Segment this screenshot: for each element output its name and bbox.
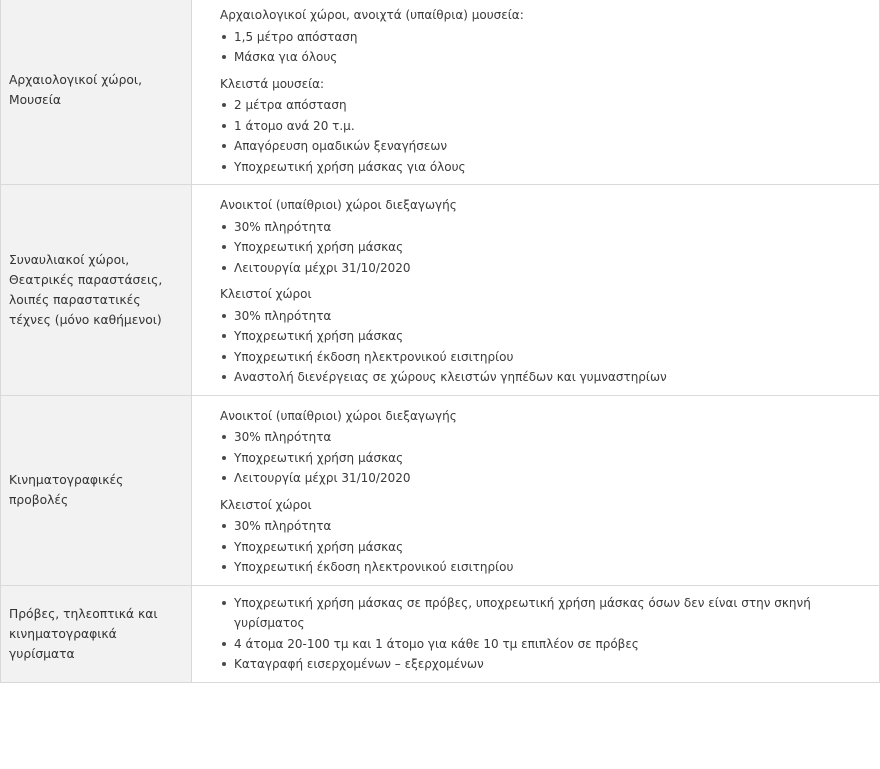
- group-title: Αρχαιολογικοί χώροι, ανοιχτά (υπαίθρια) μουσεία:: [220, 8, 524, 22]
- table-row: [1, 0, 880, 185]
- row-label: Αρχαιολογικοί χώροι, Μουσεία: [1, 0, 192, 185]
- list-item: Απαγόρευση ομαδικών ξεναγήσεων: [220, 136, 869, 157]
- group-title: Ανοικτοί (υπαίθριοι) χώροι διεξαγωγής: [220, 198, 457, 212]
- measure-list: [220, 95, 869, 177]
- row-content: [192, 185, 880, 396]
- table-row: [1, 585, 880, 682]
- measure-group: [220, 195, 869, 278]
- measure-group: [220, 593, 869, 675]
- list-item: Λειτουργία μέχρι 31/10/2020: [220, 468, 869, 489]
- measure-group: [220, 5, 869, 68]
- row-label: Πρόβες, τηλεοπτικά και κινηματογραφικά γυρίσματα: [1, 585, 192, 682]
- measure-group: [220, 495, 869, 578]
- measure-group: [220, 406, 869, 489]
- row-label: Κινηματογραφικές προβολές: [1, 395, 192, 585]
- list-item: Υποχρεωτική χρήση μάσκας: [220, 537, 869, 558]
- list-item: 1 άτομο ανά 20 τ.μ.: [220, 116, 869, 137]
- measure-list: [220, 27, 869, 68]
- table-row: [1, 185, 880, 396]
- table-row: [1, 395, 880, 585]
- row-content: [192, 395, 880, 585]
- list-item: 30% πληρότητα: [220, 427, 869, 448]
- measure-list: [220, 217, 869, 279]
- measures-table-body: [1, 0, 880, 682]
- list-item: Υποχρεωτική χρήση μάσκας: [220, 326, 869, 347]
- list-item: Μάσκα για όλους: [220, 47, 869, 68]
- list-item: Υποχρεωτική έκδοση ηλεκτρονικού εισιτηρίου: [220, 347, 869, 368]
- measure-list: [220, 516, 869, 578]
- row-content: [192, 0, 880, 185]
- group-title: Κλειστοί χώροι: [220, 497, 312, 512]
- list-item: Υποχρεωτική χρήση μάσκας: [220, 237, 869, 258]
- group-title: Ανοικτοί (υπαίθριοι) χώροι διεξαγωγής: [220, 408, 457, 423]
- measure-list: [220, 427, 869, 489]
- list-item: Υποχρεωτική χρήση μάσκας για όλους: [220, 157, 869, 178]
- list-item: 2 μέτρα απόσταση: [220, 95, 869, 116]
- group-title: Κλειστοί χώροι: [220, 287, 312, 301]
- measure-list: [220, 306, 869, 388]
- measure-group: [220, 284, 869, 388]
- measure-list: [220, 593, 869, 675]
- list-item: 30% πληρότητα: [220, 217, 869, 238]
- list-item: Λειτουργία μέχρι 31/10/2020: [220, 258, 869, 279]
- list-item: Υποχρεωτική έκδοση ηλεκτρονικού εισιτηρίου: [220, 557, 869, 578]
- row-label: Συναυλιακοί χώροι, Θεατρικές παραστάσεις, λοιπές παραστατικές τέχνες (μόνο καθήμενοι): [1, 185, 192, 396]
- list-item: 30% πληρότητα: [220, 306, 869, 327]
- list-item: 4 άτομα 20-100 τμ και 1 άτομο για κάθε 10 τμ επιπλέον σε πρόβες: [220, 634, 869, 655]
- list-item: Καταγραφή εισερχομένων – εξερχομένων: [220, 654, 869, 675]
- list-item: Υποχρεωτική χρήση μάσκας: [220, 448, 869, 469]
- group-title: Κλειστά μουσεία:: [220, 76, 325, 91]
- list-item: Υποχρεωτική χρήση μάσκας σε πρόβες, υποχρεωτική χρήση μάσκας όσων δεν είναι στην σκηνή γυρίσματος: [220, 593, 869, 634]
- list-item: 30% πληρότητα: [220, 516, 869, 537]
- row-content: [192, 585, 880, 682]
- measure-group: [220, 74, 869, 178]
- list-item: Αναστολή διενέργειας σε χώρους κλειστών γηπέδων και γυμναστηρίων: [220, 367, 869, 388]
- list-item: 1,5 μέτρο απόσταση: [220, 27, 869, 48]
